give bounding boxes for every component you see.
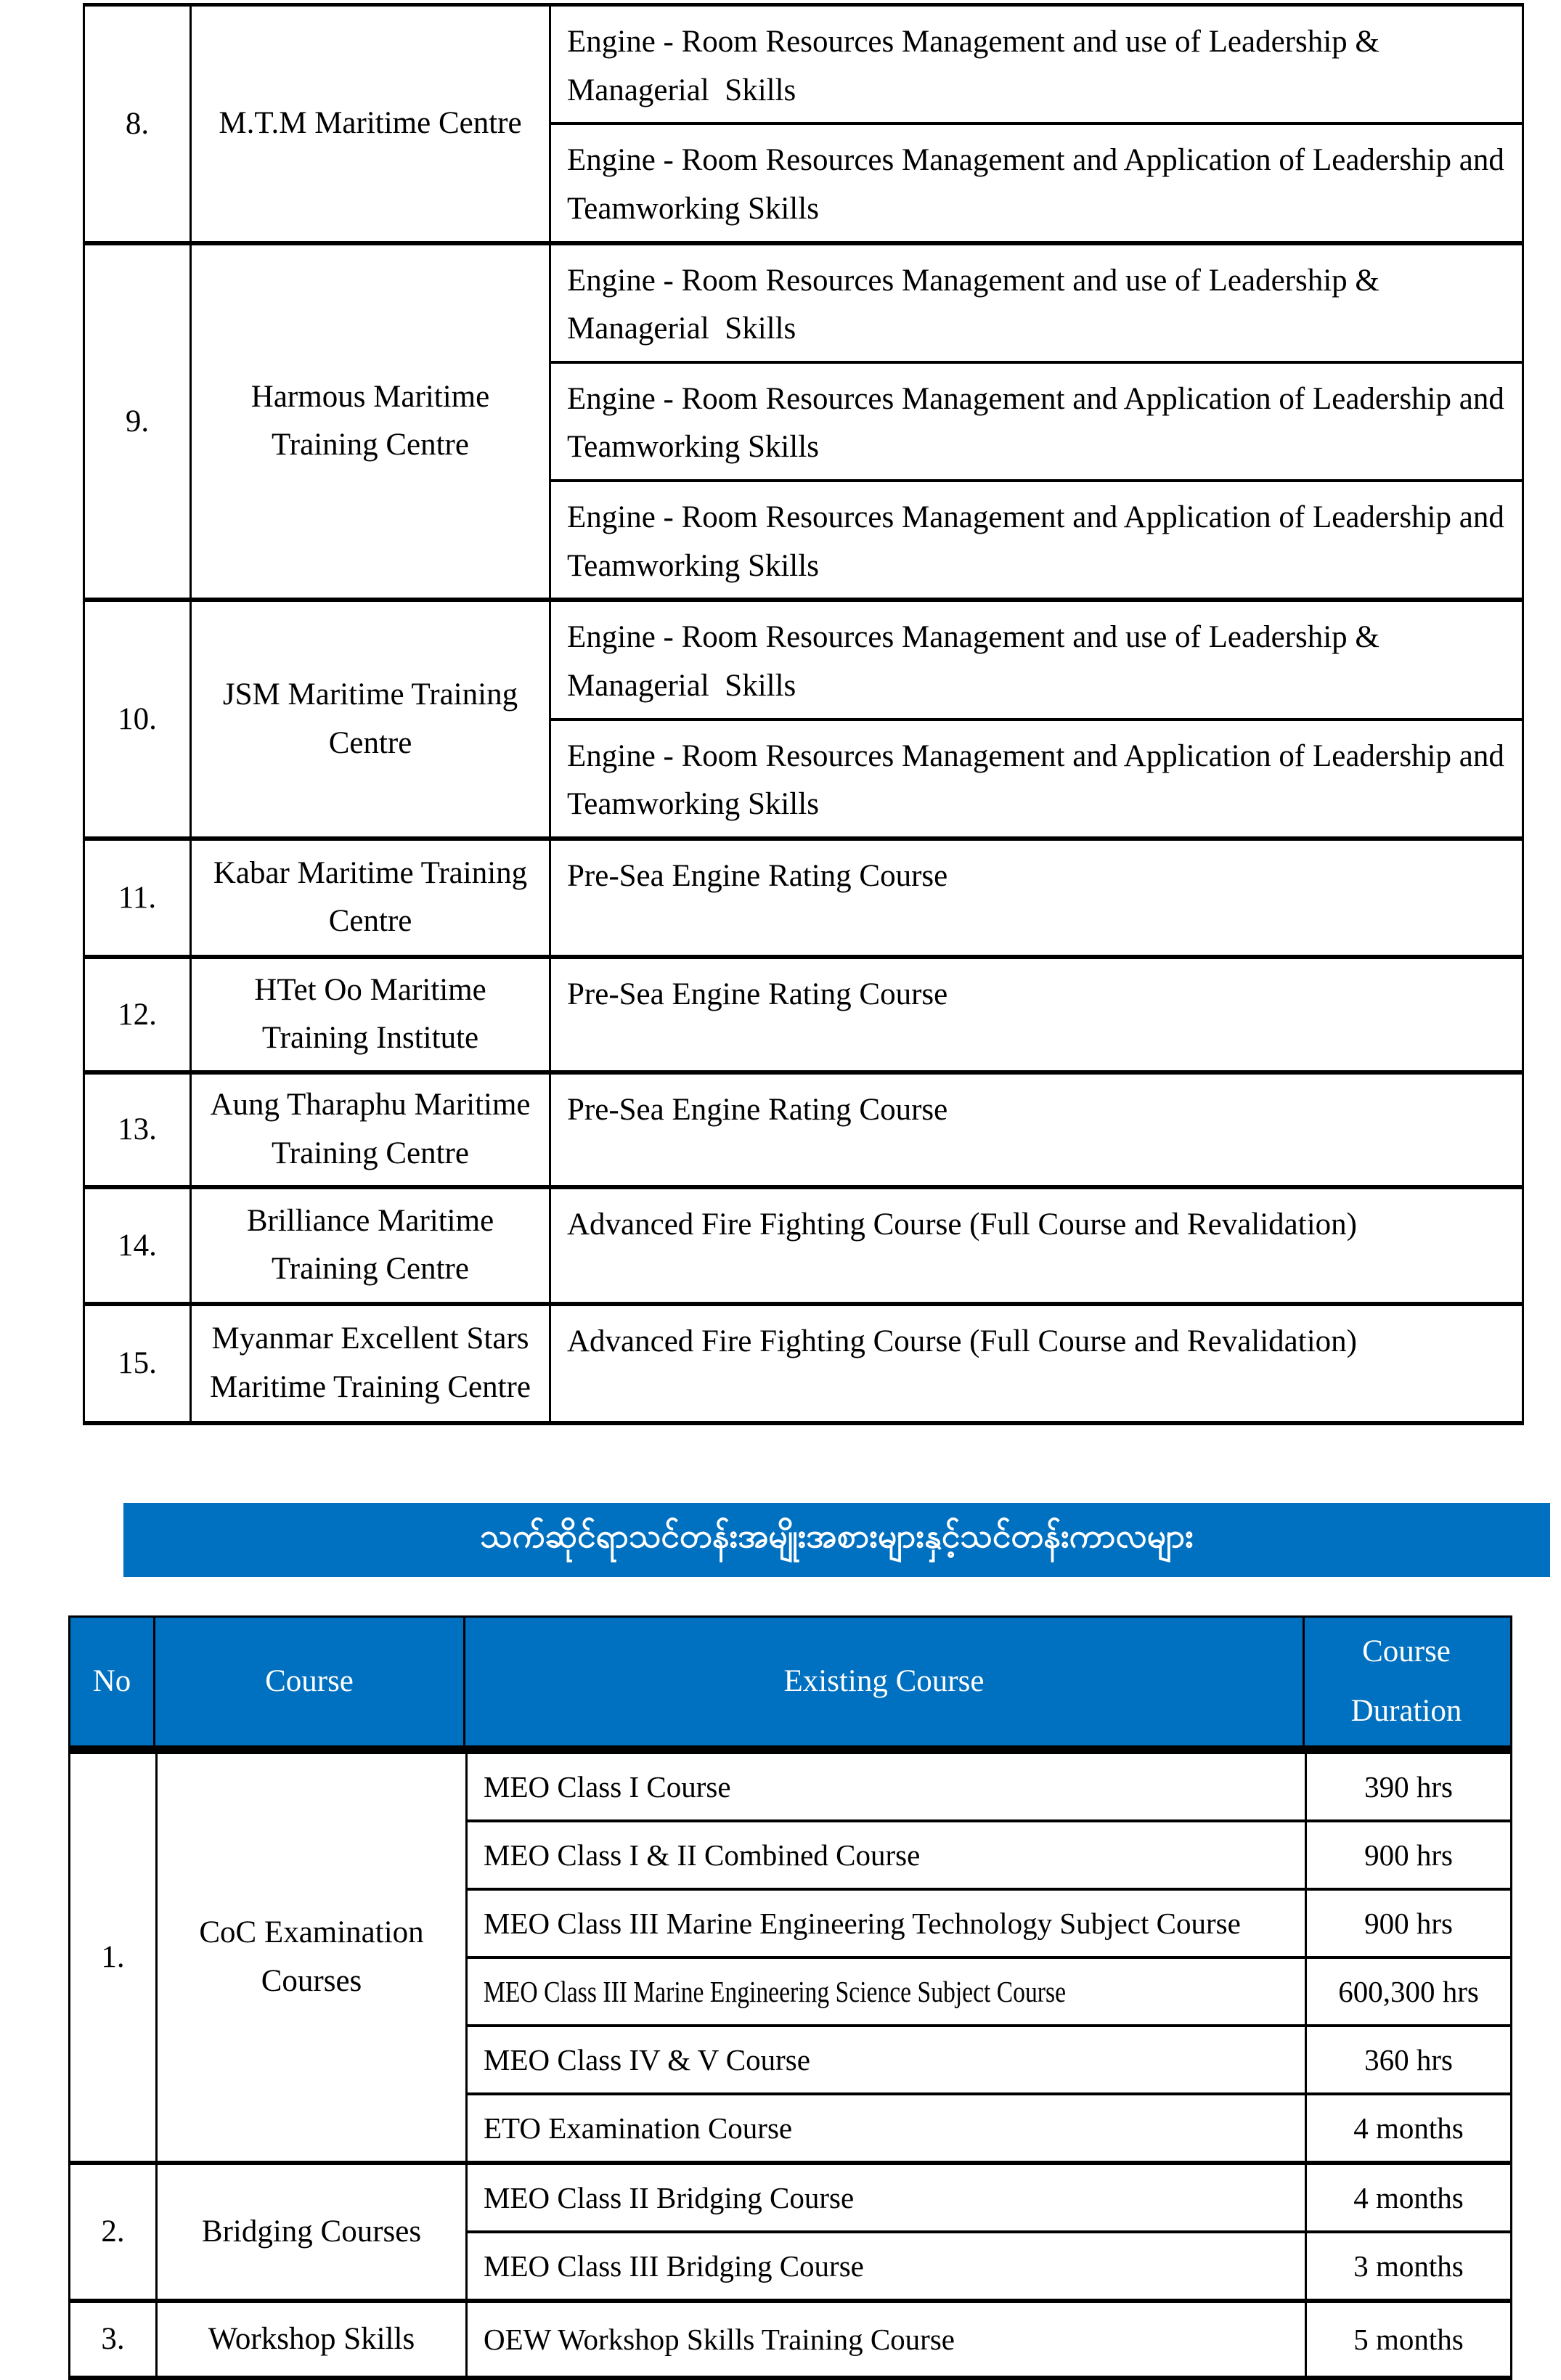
course-cell: Engine - Room Resources Management and use of Leadership & Managerial Skills [567, 620, 1387, 704]
group-number: 3. [70, 2303, 158, 2376]
row-number: 10. [85, 602, 192, 836]
existing-course: MEO Class III Bridging Course [468, 2233, 1307, 2299]
group-course-type: Workshop Skills [158, 2303, 468, 2376]
group-items [468, 2303, 1510, 2376]
group-items [468, 1754, 1510, 2161]
row-number: 9. [85, 245, 192, 598]
group-number: 1. [70, 1754, 158, 2161]
course-row [468, 2303, 1510, 2376]
group-course-type: CoC Examination Courses [158, 1754, 468, 2161]
course-row [468, 1754, 1510, 1819]
header-course: Course [155, 1618, 465, 1745]
centre-name: JSM Maritime Training Centre [192, 602, 551, 836]
centre-name: Myanmar Excellent Stars Maritime Training Centre [192, 1306, 551, 1421]
existing-course: MEO Class I Course [468, 1754, 1307, 1819]
course-group [70, 2299, 1510, 2376]
course-list [551, 1075, 1522, 1185]
table-row [85, 1302, 1522, 1421]
course-cell: Pre-Sea Engine Rating Course [567, 1092, 948, 1127]
header-course-duration: Course Duration [1350, 1634, 1462, 1728]
row-number: 14. [85, 1189, 192, 1302]
centre-name: Brilliance Maritime Training Centre [192, 1189, 551, 1302]
table-row [85, 1070, 1522, 1185]
course-list [551, 959, 1522, 1070]
existing-course: MEO Class IV & V Course [468, 2027, 1307, 2092]
centre-name: M.T.M Maritime Centre [192, 7, 551, 241]
table-row [85, 7, 1522, 241]
course-cell: Engine - Room Resources Management and Application of Leadership and Teamworking Skills [551, 361, 1522, 479]
centre-name: Kabar Maritime Training Centre [192, 841, 551, 955]
centre-name: HTet Oo Maritime Training Institute [192, 959, 551, 1070]
course-cell: Engine - Room Resources Management and Application of Leadership and Teamworking Skills [551, 122, 1522, 240]
existing-course: MEO Class II Bridging Course [468, 2165, 1307, 2230]
table-row [85, 836, 1522, 955]
group-number: 2. [70, 2165, 158, 2299]
course-duration: 900 hrs [1364, 1906, 1453, 1940]
section-banner [123, 1503, 1550, 1577]
course-row [468, 1888, 1510, 1956]
group-course-type: Bridging Courses [158, 2165, 468, 2299]
course-list [551, 1189, 1522, 1302]
course-duration: 600,300 hrs [1338, 1974, 1479, 2008]
centre-name: Aung Tharaphu Maritime Training Centre [192, 1075, 551, 1185]
course-list [551, 245, 1522, 598]
document-page [0, 3, 1561, 2357]
table-row [85, 955, 1522, 1070]
course-cell: Engine - Room Resources Management and Application of Leadership and Teamworking Skills [551, 479, 1522, 598]
header-no: No [70, 1618, 155, 1745]
existing-course: MEO Class I & II Combined Course [468, 1822, 1307, 1888]
row-number: 13. [85, 1075, 192, 1185]
row-number: 12. [85, 959, 192, 1070]
course-cell: Engine - Room Resources Management and use of Leadership & Managerial Skills [567, 263, 1387, 346]
course-cell: Advanced Fire Fighting Course (Full Course and Revalidation) [567, 1324, 1357, 1358]
existing-course: ETO Examination Course [468, 2095, 1307, 2161]
course-duration: 360 hrs [1364, 2042, 1453, 2077]
group-items [468, 2165, 1510, 2299]
course-group [70, 2161, 1510, 2299]
course-group [70, 1750, 1510, 2161]
existing-course: MEO Class III Marine Engineering Technology Subject Course [468, 1891, 1307, 1956]
table-row [85, 241, 1522, 598]
course-cell: Pre-Sea Engine Rating Course [567, 858, 948, 893]
header-existing-course: Existing Course [465, 1618, 1305, 1745]
course-cell: Pre-Sea Engine Rating Course [567, 977, 948, 1011]
courses-table-header [70, 1618, 1510, 1750]
section-banner-title: သက်ဆိုင်ရာသင်တန်းအမျိုးအစားများနှင့်သင်တန်းကာလများ [480, 1517, 1194, 1555]
course-list [551, 7, 1522, 241]
course-row [468, 2165, 1510, 2230]
course-row [468, 1819, 1510, 1888]
course-duration: 5 months [1353, 2322, 1464, 2356]
course-cell: Advanced Fire Fighting Course (Full Course and Revalidation) [567, 1207, 1357, 1242]
course-row [468, 2024, 1510, 2092]
course-cell: Engine - Room Resources Management and use of Leadership & Managerial Skills [567, 25, 1387, 107]
table-row [85, 1185, 1522, 1302]
course-row [468, 1956, 1510, 2024]
row-number: 15. [85, 1306, 192, 1421]
course-duration: 900 hrs [1364, 1838, 1453, 1872]
centre-name: Harmous Maritime Training Centre [192, 245, 551, 598]
course-duration: 390 hrs [1364, 1769, 1453, 1804]
course-cell: Engine - Room Resources Management and Application of Leadership and Teamworking Skills [551, 718, 1522, 836]
course-row [468, 2230, 1510, 2299]
course-duration: 3 months [1353, 2249, 1464, 2283]
course-list [551, 1306, 1522, 1421]
existing-course: MEO Class III Marine Engineering Science Subject Course [468, 1959, 1307, 2024]
course-list [551, 602, 1522, 836]
table-row [85, 598, 1522, 836]
courses-table [68, 1615, 1512, 2380]
course-duration: 4 months [1353, 2111, 1464, 2145]
course-row [468, 2092, 1510, 2161]
centres-table [83, 3, 1524, 1425]
course-list [551, 841, 1522, 955]
row-number: 11. [85, 841, 192, 955]
existing-course: OEW Workshop Skills Training Course [468, 2303, 1307, 2376]
row-number: 8. [85, 7, 192, 241]
course-duration: 4 months [1353, 2180, 1464, 2214]
